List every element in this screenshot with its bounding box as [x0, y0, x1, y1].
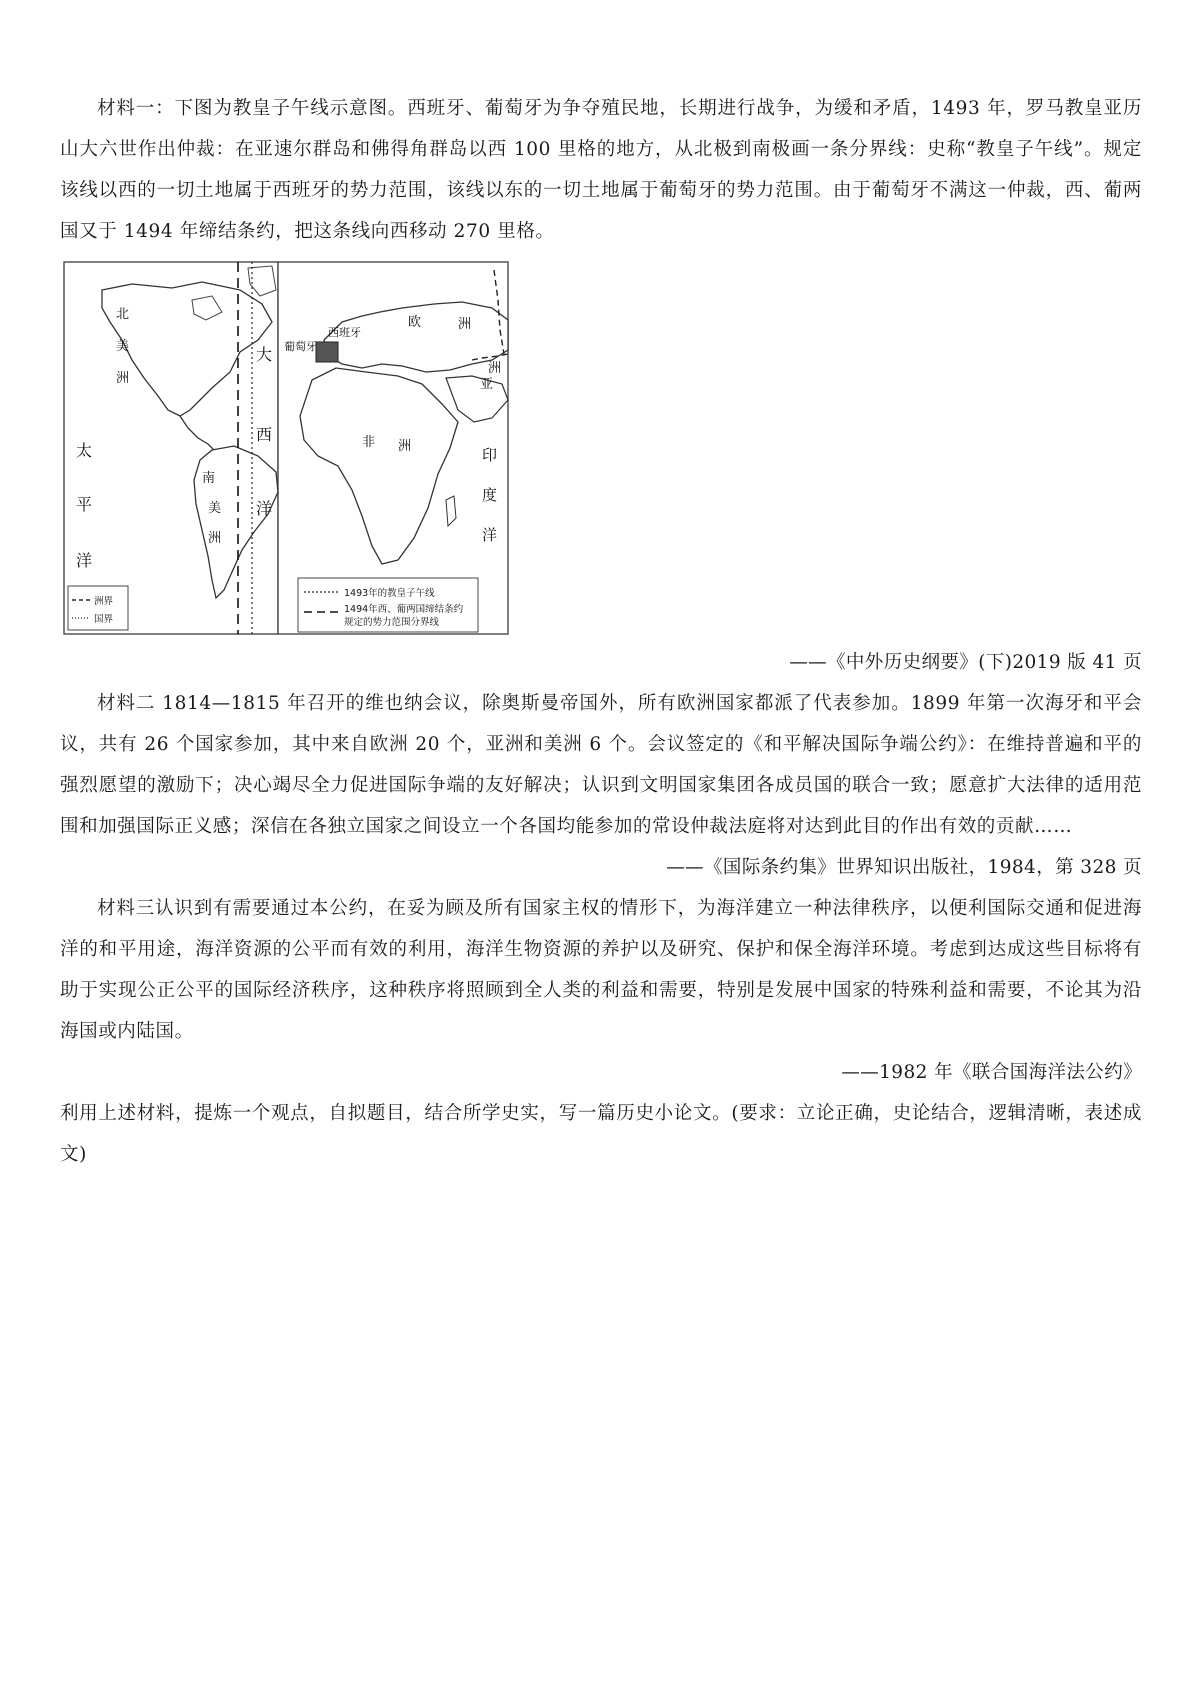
- papal-line-map: [62, 260, 510, 636]
- material-1-source: ——《中外历史纲要》(下)2019 版 41 页: [789, 652, 1142, 673]
- label-indian-3: 洋: [482, 526, 498, 544]
- label-europe-2: 洲: [458, 317, 472, 332]
- label-europe-1: 欧: [408, 315, 422, 330]
- essay-task: 利用上述材料，提炼一个观点，自拟题目，结合所学史实，写一篇历史小论文。(要求：立论正确，史论结合，逻辑清晰，表述成文): [60, 1103, 1142, 1165]
- label-atlantic-3: 洋: [256, 499, 273, 518]
- legend-continent-boundary: 洲界: [94, 596, 114, 607]
- label-pacific-3: 洋: [76, 551, 93, 570]
- legend-papal-line: 1493年的教皇子午线: [344, 588, 435, 599]
- legend-national-boundary: 国界: [94, 614, 114, 625]
- label-pacific-2: 平: [76, 495, 93, 514]
- label-atlantic-1: 大: [256, 345, 273, 364]
- label-south-america-2: 美: [208, 501, 222, 516]
- label-atlantic-2: 西: [256, 425, 273, 444]
- label-south-america-1: 南: [202, 471, 216, 486]
- material-2-text: 材料二 1814—1815 年召开的维也纳会议，除奥斯曼帝国外，所有欧洲国家都派了代表参加。1899 年第一次海牙和平会议，共有 26 个国家参加，其中来自欧洲 20 个，亚洲和美洲 6 个。会议签定的《和平解决国际争端公约》：在维持普遍和平的强烈愿望的激励下；决心竭尽全力促进国际争端的友好解决；认识到文明国家集团各成员国的联合一致；愿意扩大法律的适用范围和加强国际正义感；深信在各独立国家之间设立一个各国均能参加的常设仲裁法庭将对达到此目的作出有效的贡献……: [60, 693, 1142, 837]
- label-north-america-3: 洲: [116, 371, 130, 386]
- material-3-text: 材料三认识到有需要通过本公约，在妥为顾及所有国家主权的情形下，为海洋建立一种法律秩序，以便利国际交通和促进海洋的和平用途，海洋资源的公平而有效的利用，海洋生物资源的养护以及研究、保护和保全海洋环境。考虑到达成这些目标将有助于实现公正公平的国际经济秩序，这种秩序将照顾到全人类的利益和需要，特别是发展中国家的特殊利益和需要，不论其为沿海国或内陆国。: [60, 898, 1142, 1042]
- legend-treaty-line-2: 规定的势力范围分界线: [344, 617, 440, 628]
- legend-treaty-line-1: 1494年西、葡两国缔结条约: [344, 604, 464, 615]
- label-spain: 西班牙: [328, 326, 361, 339]
- label-asia-1: 亚: [480, 377, 494, 392]
- label-africa-2: 洲: [398, 439, 412, 454]
- map-figure: [62, 260, 510, 636]
- label-asia-2: 洲: [488, 361, 502, 376]
- label-portugal: 葡萄牙: [284, 340, 317, 353]
- label-north-america-1: 北: [116, 307, 130, 322]
- iberia-highlight: [316, 342, 338, 362]
- label-indian-2: 度: [482, 486, 498, 504]
- material-3-source: ——1982 年《联合国海洋法公约》: [841, 1062, 1142, 1083]
- document-page: [60, 88, 1142, 1175]
- label-pacific-1: 太: [76, 441, 93, 460]
- label-indian-1: 印: [482, 446, 498, 464]
- label-africa-1: 非: [362, 435, 376, 450]
- label-north-america-2: 美: [116, 339, 130, 354]
- label-south-america-3: 洲: [208, 531, 222, 546]
- material-2-source: ——《国际条约集》世界知识出版社，1984，第 328 页: [666, 857, 1142, 878]
- material-1-text: 材料一：下图为教皇子午线示意图。西班牙、葡萄牙为争夺殖民地，长期进行战争，为缓和矛盾，1493 年，罗马教皇亚历山大六世作出仲裁：在亚速尔群岛和佛得角群岛以西 100 里格的地方，从北极到南极画一条分界线：史称“教皇子午线”。规定该线以西的一切土地属于西班牙的势力范围，该线以东的一切土地属于葡萄牙的势力范围。由于葡萄牙不满这一仲裁，西、葡两国又于 1494 年缔结条约，把这条线向西移动 270 里格。: [60, 98, 1142, 242]
